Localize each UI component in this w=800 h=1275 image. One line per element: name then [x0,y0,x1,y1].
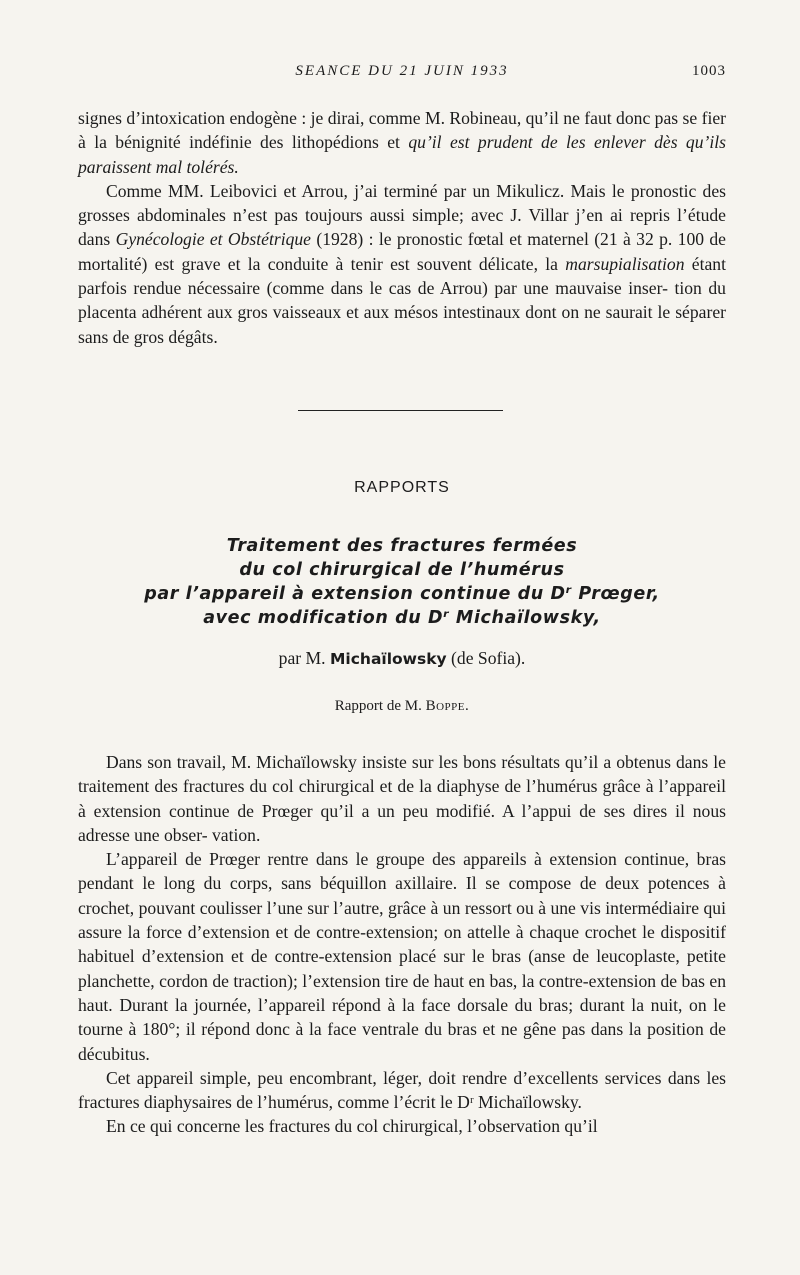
italic-text: prudent de les enlever dès qu’ils paraissent mal tolérés. [78,132,727,177]
title-line: par l’appareil à extension continue du Dʳ Prœger, [144,584,660,604]
article-title [78,534,726,630]
text-line: pronostic des grosses abdominales n’est pas toujours aussi simple; [78,180,726,226]
title-line: Traitement des fractures fermées [226,536,578,556]
text-line: diaphyse de l’humérus grâce à l’appareil à extension continue de Prœger [78,776,726,821]
text-line: conduite à tenir est souvent délicate, la [267,253,558,274]
text-line: L’appareil de Prœger rentre dans le groupe des appareils à extension [106,849,617,870]
text-line: rendue nécessaire (comme dans le cas de Arrou) par une mauvaise inser- [133,278,668,299]
text-line: compose de deux potences à crochet, pouvant coulisser l’une sur l’autre, [78,873,726,918]
running-header [78,63,726,87]
text-line: signes d’intoxication endogène : je dirai, comme M. Robineau, qu’il ne [78,108,580,128]
text-line: étant parfois [78,253,726,299]
text-line: Cet appareil simple, peu encombrant, léger, doit rendre d’excellents [106,1067,599,1088]
running-title: SEANCE DU 21 JUIN 1933 [295,63,509,79]
text-line: Dʳ Michaïlowsky. [457,1092,582,1113]
text-line: petite planchette, cordon de traction); l’extension tire de haut en bas, la [78,946,726,991]
text-line: obtenus dans le traitement des fractures du col chirurgical et de la [78,752,726,797]
text-line: face dorsale du bras; durant la nuit, on le tourne à 180°; il répond donc [78,994,726,1040]
report-prefix: Rapport de M. [334,698,422,714]
text-line: avec J. Villar j’en ai repris l’étude dans [78,205,726,250]
text-line: continue, bras pendant le long du corps, sans béquillon axillaire. Il se [78,849,726,894]
text-line: tion du placenta adhérent aux gros vaisseaux et aux mésos intestinaux [78,278,726,323]
title-line: du col chirurgical de l’humérus [239,560,565,580]
text-line: Dans son travail, M. Michaïlowsky insiste sur les bons résultats qu’il a [106,752,612,772]
article-author [78,648,726,669]
author-suffix: (de Sofia). [451,648,526,668]
text-line: dont on ne saurait le séparer sans de gros dégâts. [78,302,726,347]
author-prefix: par M. [278,648,326,668]
text-line: services dans les fractures diaphysaires de l’humérus, comme l’écrit le [78,1067,726,1113]
section-heading: RAPPORTS [354,479,450,496]
text-line: le pronostic fœtal et maternel (21 à 32 p. 100 de mortalité) est grave et la [78,229,726,274]
text-line: vation. [212,824,261,845]
report-paragraph-1 [78,750,726,847]
text-line: à la face ventrale du bras et ne gêne pas dans la position de décubitus. [78,1019,726,1064]
text-line: Comme MM. Leibovici et Arrou, j’ai terminé par un Mikulicz. Mais le [106,180,625,201]
text-line: En ce qui concerne les fractures du col chirurgical, l’observation qu’il [106,1116,598,1137]
text-line: et de contre-extension; on attelle à chaque crochet le dispositif habituel [78,922,727,967]
text-line: faut donc pas se fier à la bénignité indéfinie des lithopédions et [78,108,726,153]
text-line: grâce à un ressort ou à une vis intermédiaire qui assure la force d’extension [78,897,726,943]
intro-text [78,106,726,349]
title-line: avec modification du Dʳ Michaïlowsky, [203,608,601,628]
text-line: (1928) : [316,229,374,250]
text-line: qu’il a un peu modifié. A l’appui de ses dires il nous adresse une obser- [78,800,726,845]
report-paragraph-3 [78,1066,726,1115]
intro-paragraph-1 [78,106,726,179]
report-paragraph-4 [78,1114,726,1138]
italic-text: marsupialisation [565,253,685,274]
report-attribution [78,698,726,715]
page-number: 1003 [692,63,726,79]
report-paragraph-2 [78,847,726,1066]
author-name: Michaïlowsky [329,650,447,668]
section-divider [298,410,503,411]
text-line: contre-extension de bas en haut. Durant la journée, l’appareil répond à la [78,970,726,1015]
report-text [78,750,726,1139]
journal-title: Gynécologie et Obstétrique [115,229,311,250]
intro-paragraph-2 [78,179,726,349]
report-author: Boppe. [425,698,470,714]
italic-text: qu’il est [408,132,470,153]
text-line: d’extension et de contre-extension placé sur le bras (anse de leucoplaste, [141,946,680,967]
